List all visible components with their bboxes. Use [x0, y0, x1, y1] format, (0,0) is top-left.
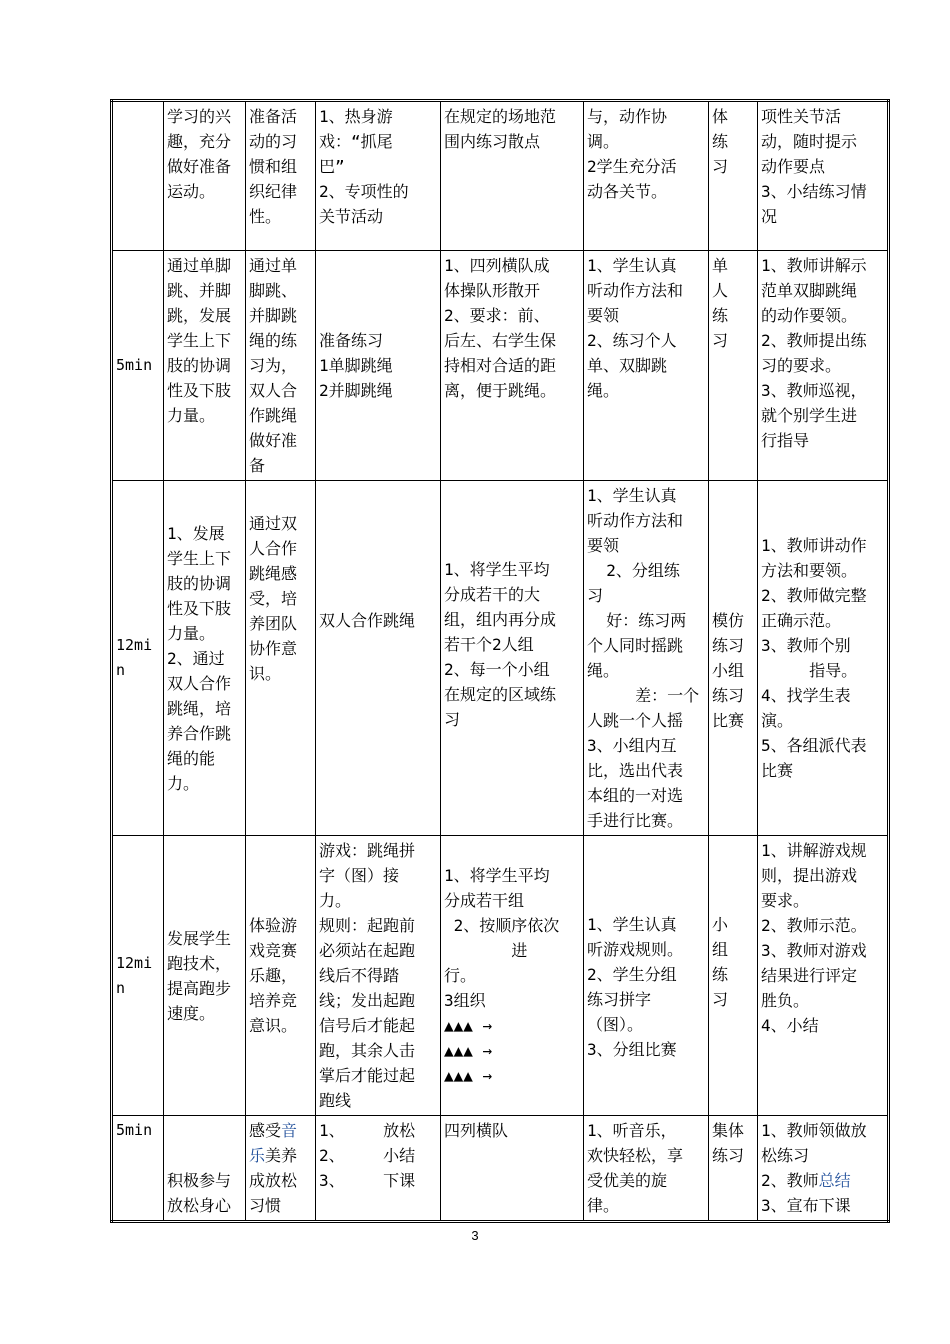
goal-cell: 1、发展 学生上下 肢的协调 性及下肢 力量。 2、通过 双人合作 跳绳，培 养合作跳 绳的能 力。 [164, 481, 246, 836]
goal-cell: 积极参与 放松身心 [164, 1116, 246, 1222]
purpose-cell: 体验游 戏竞赛 乐趣， 培养竞 意识。 [246, 836, 316, 1116]
goal-cell: 通过单脚 跳、并脚 跳，发展 学生上下 肢的协调 性及下肢 力量。 [164, 251, 246, 481]
time-cell [112, 101, 164, 251]
table-row [112, 1116, 889, 1222]
table-row [112, 481, 889, 836]
content-cell: 准备练习 1单脚跳绳 2并脚跳绳 [316, 251, 441, 481]
content-cell: 1、 放松 2、 小结 3、 下课 [316, 1116, 441, 1222]
student-activity-cell: 1、学生认真 听动作方法和 要领 2、练习个人 单、双脚跳 绳。 [584, 251, 709, 481]
table-row [112, 251, 889, 481]
method-cell: 体 练 习 [709, 101, 758, 251]
time-cell: 5min [112, 251, 164, 481]
time-cell: 5min [112, 1116, 164, 1222]
teacher-activity-cell: 1、教师讲动作 方法和要领。 2、教师做完整 正确示范。 3、教师个别 指导。 4、找学生表 演。 5、各组派代表 比赛 [758, 481, 889, 836]
teacher-activity-cell: 1、教师讲解示 范单双脚跳绳 的动作要领。 2、教师提出练 习的要求。 3、教师巡视， 就个别学生进 行指导 [758, 251, 889, 481]
organization-cell: 1、四列横队成 体操队形散开 2、要求：前、 后左、右学生保 持相对合适的距 离，便于跳绳。 [441, 251, 584, 481]
student-activity-cell: 1、学生认真 听动作方法和 要领 2、分组练 习 好：练习两 个人同时摇跳 绳。 差：一个 人跳一个人摇 3、小组内互 比，选出代表 本组的一对选 手进行比赛。 [584, 481, 709, 836]
purpose-cell: 通过双 人合作 跳绳感 受，培 养团队 协作意 识。 [246, 481, 316, 836]
student-activity-cell: 1、学生认真 听游戏规则。 2、学生分组 练习拼字 （图）。 3、分组比赛 [584, 836, 709, 1116]
goal-cell: 学习的兴 趣，充分 做好准备 运动。 [164, 101, 246, 251]
page-number: 3 [471, 1228, 479, 1243]
method-cell: 模仿 练习 小组 练习 比赛 [709, 481, 758, 836]
content-cell: 1、热身游 戏：“抓尾 巴” 2、专项性的 关节活动 [316, 101, 441, 251]
organization-cell: 在规定的场地范 围内练习散点 [441, 101, 584, 251]
teacher-activity-cell: 项性关节活 动，随时提示 动作要点 3、小结练习情 况 [758, 101, 889, 251]
organization-cell: 1、将学生平均 分成若干的大 组，组内再分成 若干个2人组 2、每一个小组 在规定的区域练 习 [441, 481, 584, 836]
student-activity-cell: 与，动作协 调。 2学生充分活 动各关节。 [584, 101, 709, 251]
method-cell: 小 组 练 习 [709, 836, 758, 1116]
teacher-activity-cell: 1、教师领做放 松练习 2、教师总结 3、宣布下课 [758, 1116, 889, 1222]
time-cell: 12min [112, 481, 164, 836]
organization-cell: 1、将学生平均 分成若干组 2、按顺序依次 进 行。 3组织 ▲▲▲ → ▲▲▲ → ▲▲▲ → [441, 836, 584, 1116]
purpose-cell: 通过单 脚跳、 并脚跳 绳的练 习为， 双人合 作跳绳 做好准 备 [246, 251, 316, 481]
table-row [112, 101, 889, 251]
goal-cell: 发展学生 跑技术， 提高跑步 速度。 [164, 836, 246, 1116]
purpose-cell: 准备活 动的习 惯和组 织纪律 性。 [246, 101, 316, 251]
lesson-plan-table [110, 99, 890, 1223]
method-cell: 集体 练习 [709, 1116, 758, 1222]
content-cell: 双人合作跳绳 [316, 481, 441, 836]
organization-cell: 四列横队 [441, 1116, 584, 1222]
purpose-cell: 感受音 乐美养 成放松 习惯 [246, 1116, 316, 1222]
teacher-activity-cell: 1、讲解游戏规 则，提出游戏 要求。 2、教师示范。 3、教师对游戏 结果进行评定 胜负。 4、小结 [758, 836, 889, 1116]
time-cell: 12min [112, 836, 164, 1116]
content-cell: 游戏：跳绳拼 字（图）接 力。 规则：起跑前 必须站在起跑 线后不得踏 线；发出起跑 信号后才能起 跑，其余人击 掌后才能过起 跑线 [316, 836, 441, 1116]
student-activity-cell: 1、听音乐， 欢快轻松，享 受优美的旋 律。 [584, 1116, 709, 1222]
method-cell: 单 人 练 习 [709, 251, 758, 481]
table-row [112, 836, 889, 1116]
